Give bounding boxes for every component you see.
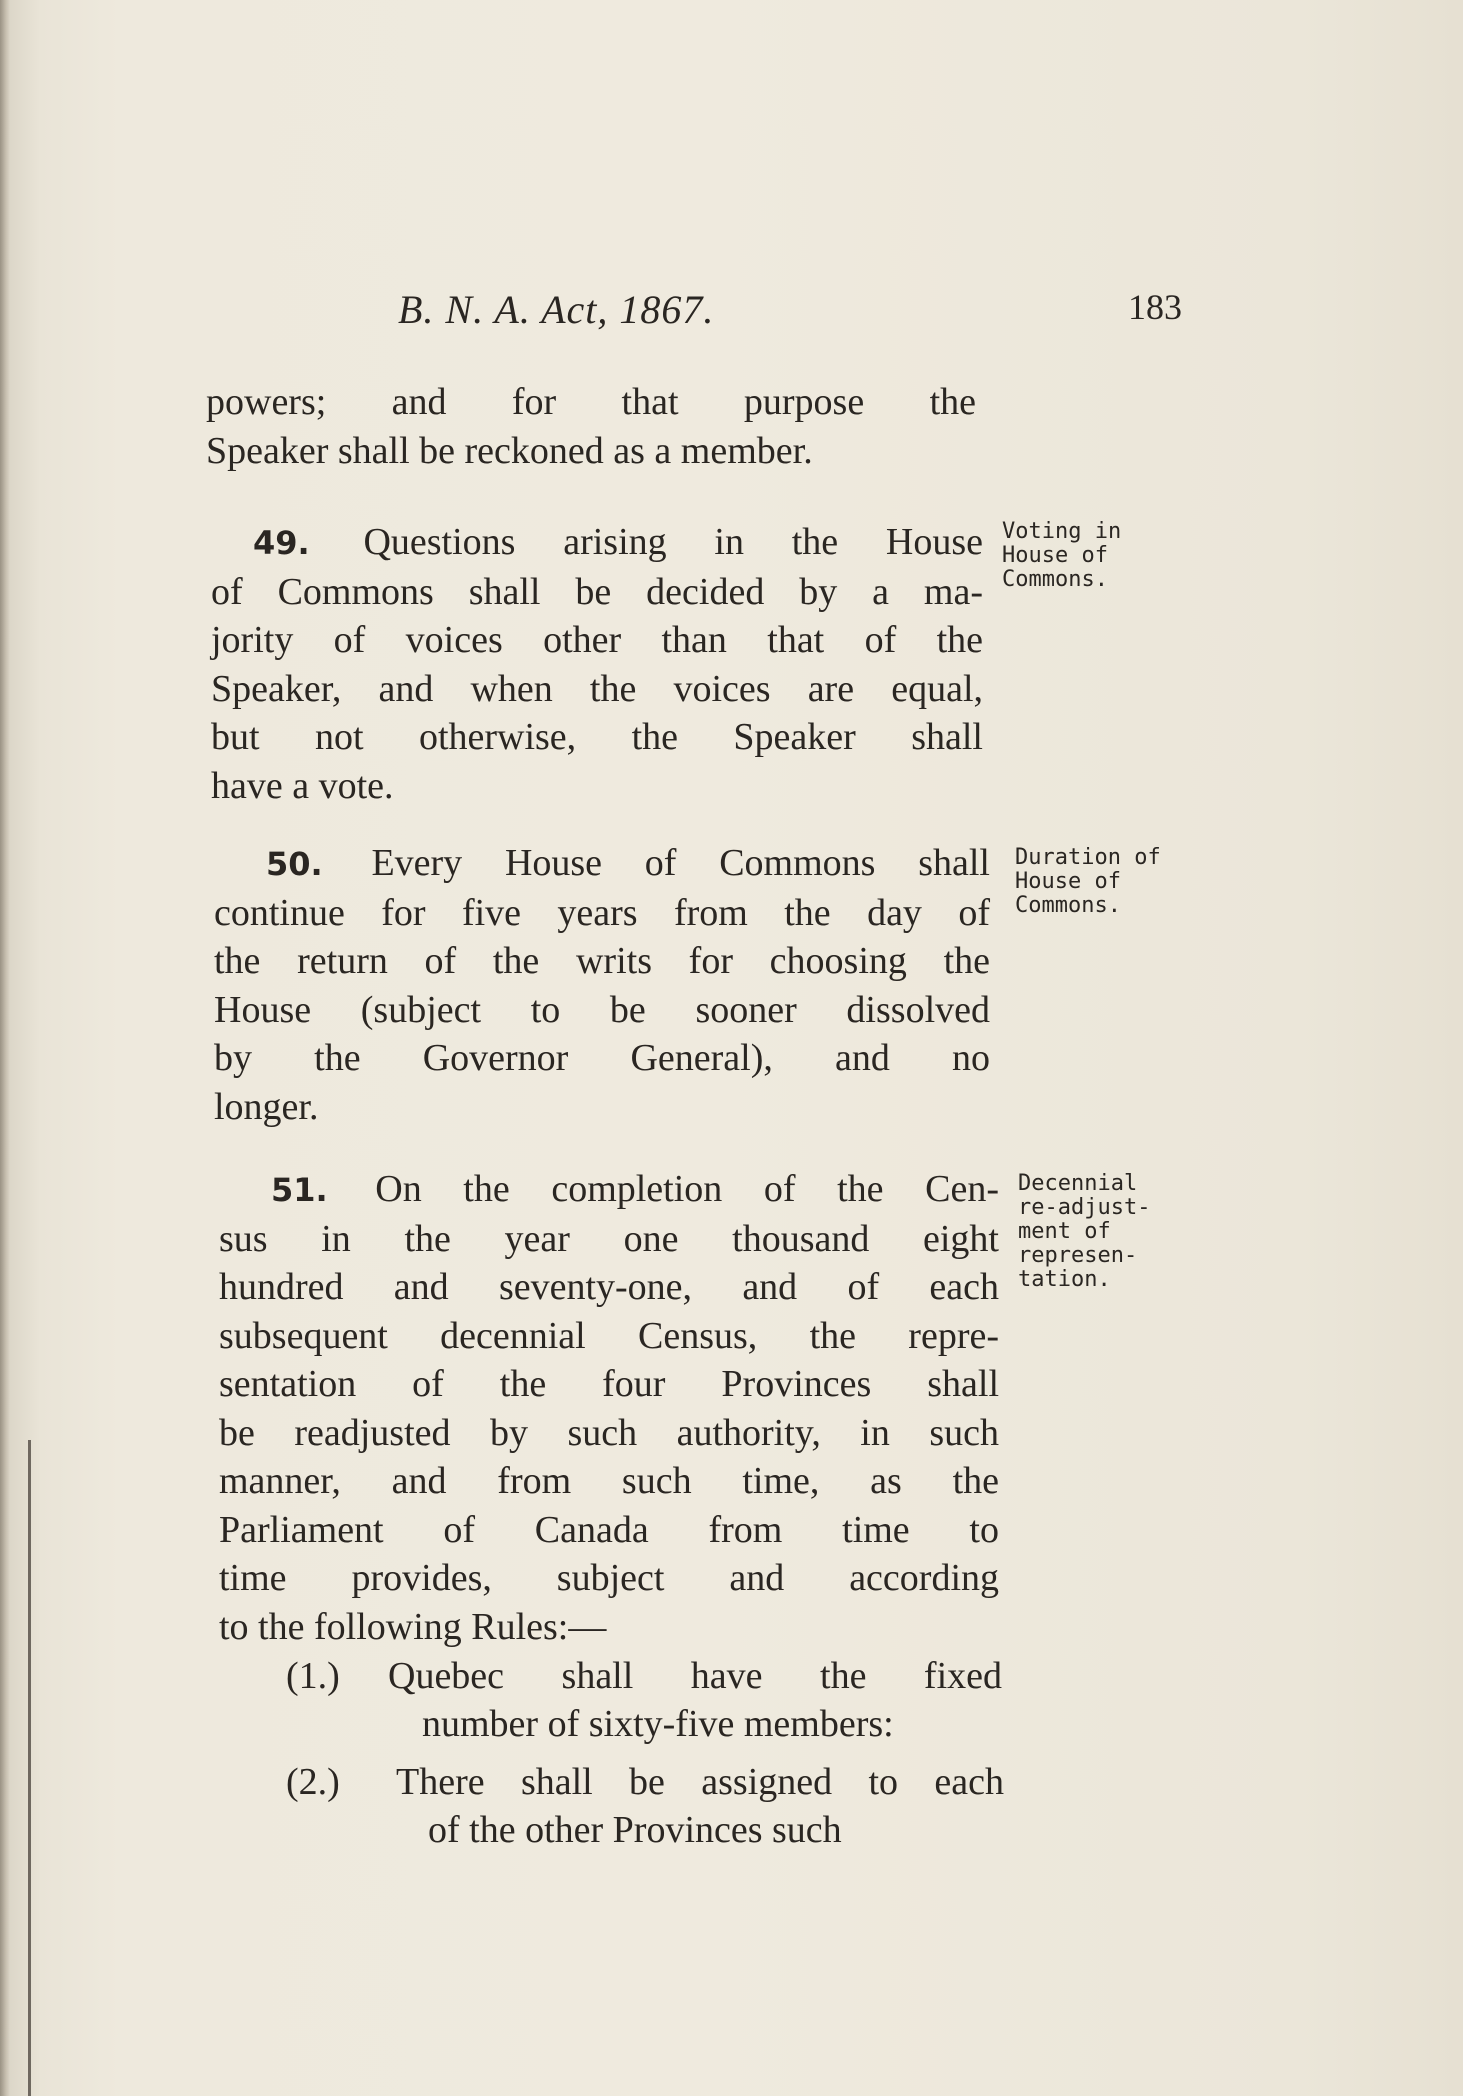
section-51: [219, 1165, 999, 1651]
section-number: 51.: [271, 1171, 328, 1209]
continuation-paragraph: [206, 378, 976, 475]
text-line: but not otherwise, the Speaker shall: [211, 716, 983, 758]
text-line: have a vote.: [211, 764, 394, 807]
text-line: number of sixty-five members:: [422, 1703, 894, 1745]
rule-text: [396, 1758, 1004, 1854]
side-note-line: represen-: [1018, 1243, 1138, 1268]
section-first-line: [211, 518, 983, 568]
text-line: to the following Rules:—: [219, 1605, 607, 1648]
text-line: There shall be assigned to each: [396, 1761, 1004, 1803]
text-line: time provides, subject and according: [219, 1557, 999, 1599]
side-note-line: House of: [1002, 543, 1108, 568]
section-number: 49.: [253, 524, 310, 562]
rule-text: [388, 1652, 1002, 1748]
side-note-line: re-adjust-: [1018, 1195, 1151, 1220]
text-line: continue for five years from the day of: [214, 891, 990, 934]
text-line: powers; and for that purpose the: [206, 381, 976, 423]
side-note-voting: [1002, 520, 1121, 592]
section-50: [214, 839, 990, 1131]
section-first-line-text: Every House of Commons shall: [371, 842, 990, 884]
text-line: jority of voices other than that of the: [211, 619, 983, 661]
text-line: Speaker, and when the voices are equal,: [211, 667, 983, 710]
rule-number: (2.): [286, 1761, 340, 1803]
side-note-line: tation.: [1018, 1267, 1111, 1292]
text-line: longer.: [214, 1085, 319, 1128]
rule-2: [286, 1758, 1006, 1854]
running-title: B. N. A. Act, 1867.: [398, 287, 715, 332]
rule-number: (1.): [286, 1655, 340, 1697]
side-note-decennial: [1018, 1172, 1150, 1292]
text-line: the return of the writs for choosing the: [214, 940, 990, 982]
text-line: of Commons shall be decided by a ma-: [211, 570, 983, 613]
section-49: [211, 518, 983, 810]
text-line: Quebec shall have the fixed: [388, 1655, 1002, 1697]
text-line: hundred and seventy-one, and of each: [219, 1266, 999, 1308]
page-binding-edge: [28, 1440, 31, 2096]
text-line: manner, and from such time, as the: [219, 1460, 999, 1502]
text-line: by the Governor General), and no: [214, 1037, 990, 1079]
side-note-line: Voting in: [1002, 519, 1122, 544]
side-note-line: ment of: [1018, 1219, 1111, 1244]
text-line: Speaker shall be reckoned as a member.: [206, 429, 813, 472]
section-first-line-text: Questions arising in the House: [363, 521, 983, 563]
side-note-duration: [1015, 846, 1161, 918]
side-note-line: Duration of: [1015, 845, 1161, 870]
text-line: be readjusted by such authority, in such: [219, 1411, 999, 1454]
rule-1: [286, 1652, 1006, 1748]
page-number: 183: [1128, 287, 1182, 327]
section-number: 50.: [266, 845, 323, 883]
side-note-line: Commons.: [1015, 893, 1121, 918]
side-note-line: Commons.: [1002, 567, 1108, 592]
side-note-line: Decennial: [1018, 1171, 1138, 1196]
page-header: [0, 286, 1463, 336]
text-line: Parliament of Canada from time to: [219, 1508, 999, 1551]
text-line: subsequent decennial Census, the repre-: [219, 1314, 999, 1357]
section-first-line: [214, 839, 990, 889]
section-first-line: [219, 1165, 999, 1215]
text-line: sentation of the four Provinces shall: [219, 1363, 999, 1405]
side-note-line: House of: [1015, 869, 1121, 894]
text-line: House (subject to be sooner dissolved: [214, 988, 990, 1031]
text-line: sus in the year one thousand eight: [219, 1217, 999, 1260]
section-first-line-text: On the completion of the Cen-: [375, 1168, 999, 1210]
text-line: of the other Provinces such: [428, 1809, 842, 1851]
